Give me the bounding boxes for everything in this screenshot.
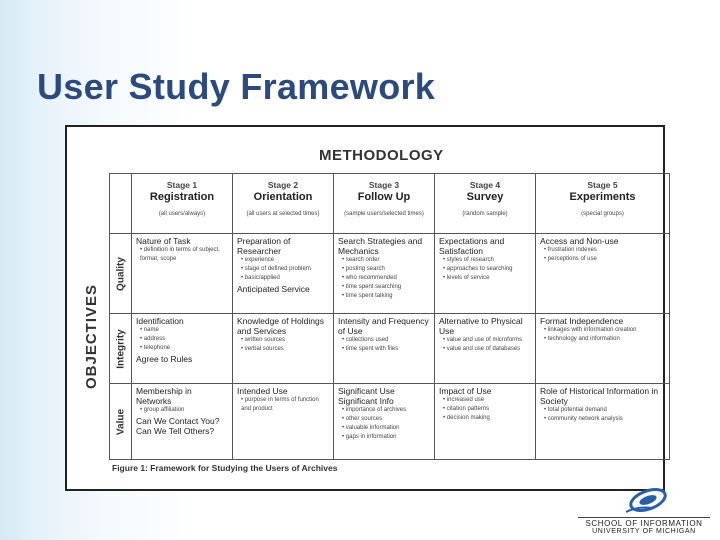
cell-item: • gaps in information [342,434,397,440]
framework-cell [132,384,233,460]
cell-item: • perceptions of use [544,256,597,262]
cell-item: • increased use [443,397,485,403]
cell-item: • community network analysis [544,416,623,422]
stage-name: Survey [466,191,504,203]
stage-header [233,174,334,234]
framework-cell [435,384,536,460]
stage-number: Stage 5 [587,180,618,190]
framework-cell [132,314,233,384]
cell-item: • who recommended [342,275,397,281]
objective-row-quality [110,234,670,314]
cell-title: Nature of Task [136,236,191,246]
cell-item: • group affiliation [140,407,185,413]
university-logo-icon [618,486,670,516]
framework-cell [334,384,435,460]
cell-item: • citation patterns [443,406,490,412]
cell-item: • valuable information [342,425,400,431]
framework-cell [536,314,670,384]
cell-item: • other sources [342,416,383,422]
framework-cell [435,314,536,384]
framework-table [109,173,670,460]
cell-title: Preparation of Researcher [237,236,291,256]
objectives-label-text: OBJECTIVES [83,283,100,389]
cell-subheading: Can We Contact You? Can We Tell Others? [136,416,220,436]
cell-item: • technology and information [544,336,620,342]
stage-header [334,174,435,234]
cell-item: • verbal sources [241,346,284,352]
cell-item: • time spent with files [342,346,399,352]
stage-header [435,174,536,234]
framework-cell [233,234,334,314]
cell-title: Format Independence [540,316,624,326]
cell-item: • stage of defined problem [241,266,311,272]
stage-note: (sample users/selected times) [344,211,424,217]
row-label-text: Value [115,408,126,435]
framework-figure [65,125,665,491]
stage-note: (special groups) [581,211,624,217]
cell-item: • basic/applied [241,275,280,281]
cell-title: Alternative to Physical Use [439,316,523,336]
cell-item: • written sources [241,337,286,343]
cell-title: Role of Historical Information in Society [540,386,659,406]
cell-item: • decision making [443,415,490,421]
cell-title: Search Strategies and Mechanics [338,236,423,256]
stage-header [132,174,233,234]
stage-note: (all users at selected times) [246,211,320,217]
cell-title: Identification [136,316,184,326]
row-label [110,314,132,384]
cell-item: • approaches to searching [443,266,513,272]
stage-number: Stage 3 [368,180,400,190]
school-name: SCHOOL OF INFORMATION [578,517,710,528]
stage-header [536,174,670,234]
row-label [110,234,132,314]
framework-cell [132,234,233,314]
stage-name: Registration [149,191,215,203]
row-label [110,384,132,460]
cell-subheading: Anticipated Service [237,284,310,294]
cell-item: • value and use of microforms [443,337,523,343]
cell-item: • importance of archives [342,407,407,413]
cell-item: • styles of research [443,257,494,263]
framework-cell [334,314,435,384]
row-label-text: Integrity [115,328,126,369]
university-name: UNIVERSITY OF MICHIGAN [592,528,696,535]
objective-row-integrity [110,314,670,384]
cell-item: • experience [241,257,275,263]
framework-cell [233,314,334,384]
stage-note: (all users/always) [158,211,206,217]
stage-number: Stage 1 [166,180,198,190]
cell-item: • time spent searching [342,284,402,290]
framework-cell [435,234,536,314]
framework-cell [334,234,435,314]
cell-item: • total potential demand [544,407,607,413]
corner-cell [110,174,132,234]
cell-subheading: Agree to Rules [136,354,193,364]
slide-title: User Study Framework [37,66,436,107]
cell-title: Impact of Use [439,386,492,396]
stage-note: (random sample) [462,211,508,217]
cell-item: • definition in terms of subject, format, scope [140,247,220,262]
stage-name: Follow Up [357,191,411,203]
figure-caption: Figure 1: Framework for Studying the Users of Archives [112,463,338,473]
cell-item: • frustration indexes [544,247,597,253]
framework-cell [536,384,670,460]
objective-row-value [110,384,670,460]
cell-title: Significant Use Significant Info [338,386,395,406]
stage-name: Experiments [569,191,636,203]
stage-number: Stage 4 [469,180,501,190]
stage-number: Stage 2 [267,180,299,190]
framework-cell [233,384,334,460]
cell-item: • value and use of databases [443,346,521,352]
stage-header-row [110,174,670,234]
cell-title: Membership in Networks [136,386,192,406]
cell-item: • telephone [140,345,171,351]
cell-title: Intended Use [237,386,288,396]
cell-item: • levels of service [443,275,490,281]
cell-title: Intensity and Frequency of Use [338,316,429,336]
framework-cell [536,234,670,314]
cell-title: Expectations and Satisfaction [439,236,505,256]
cell-item: • collections used [342,337,389,343]
methodology-heading: METHODOLOGY [319,147,444,164]
cell-item: • posting search [342,266,385,272]
cell-item: • linkages with information creation [544,327,637,333]
cell-item: • purpose in terms of function and product [241,397,319,412]
cell-item: • search order [342,257,380,263]
cell-title: Access and Non-use [540,236,619,246]
cell-item: • address [140,336,166,342]
cell-item: • name [140,327,159,333]
cell-item: • time spent talking [342,293,393,299]
stage-name: Orientation [253,191,313,203]
row-label-text: Quality [115,256,126,291]
cell-title: Knowledge of Holdings and Services [237,316,324,336]
